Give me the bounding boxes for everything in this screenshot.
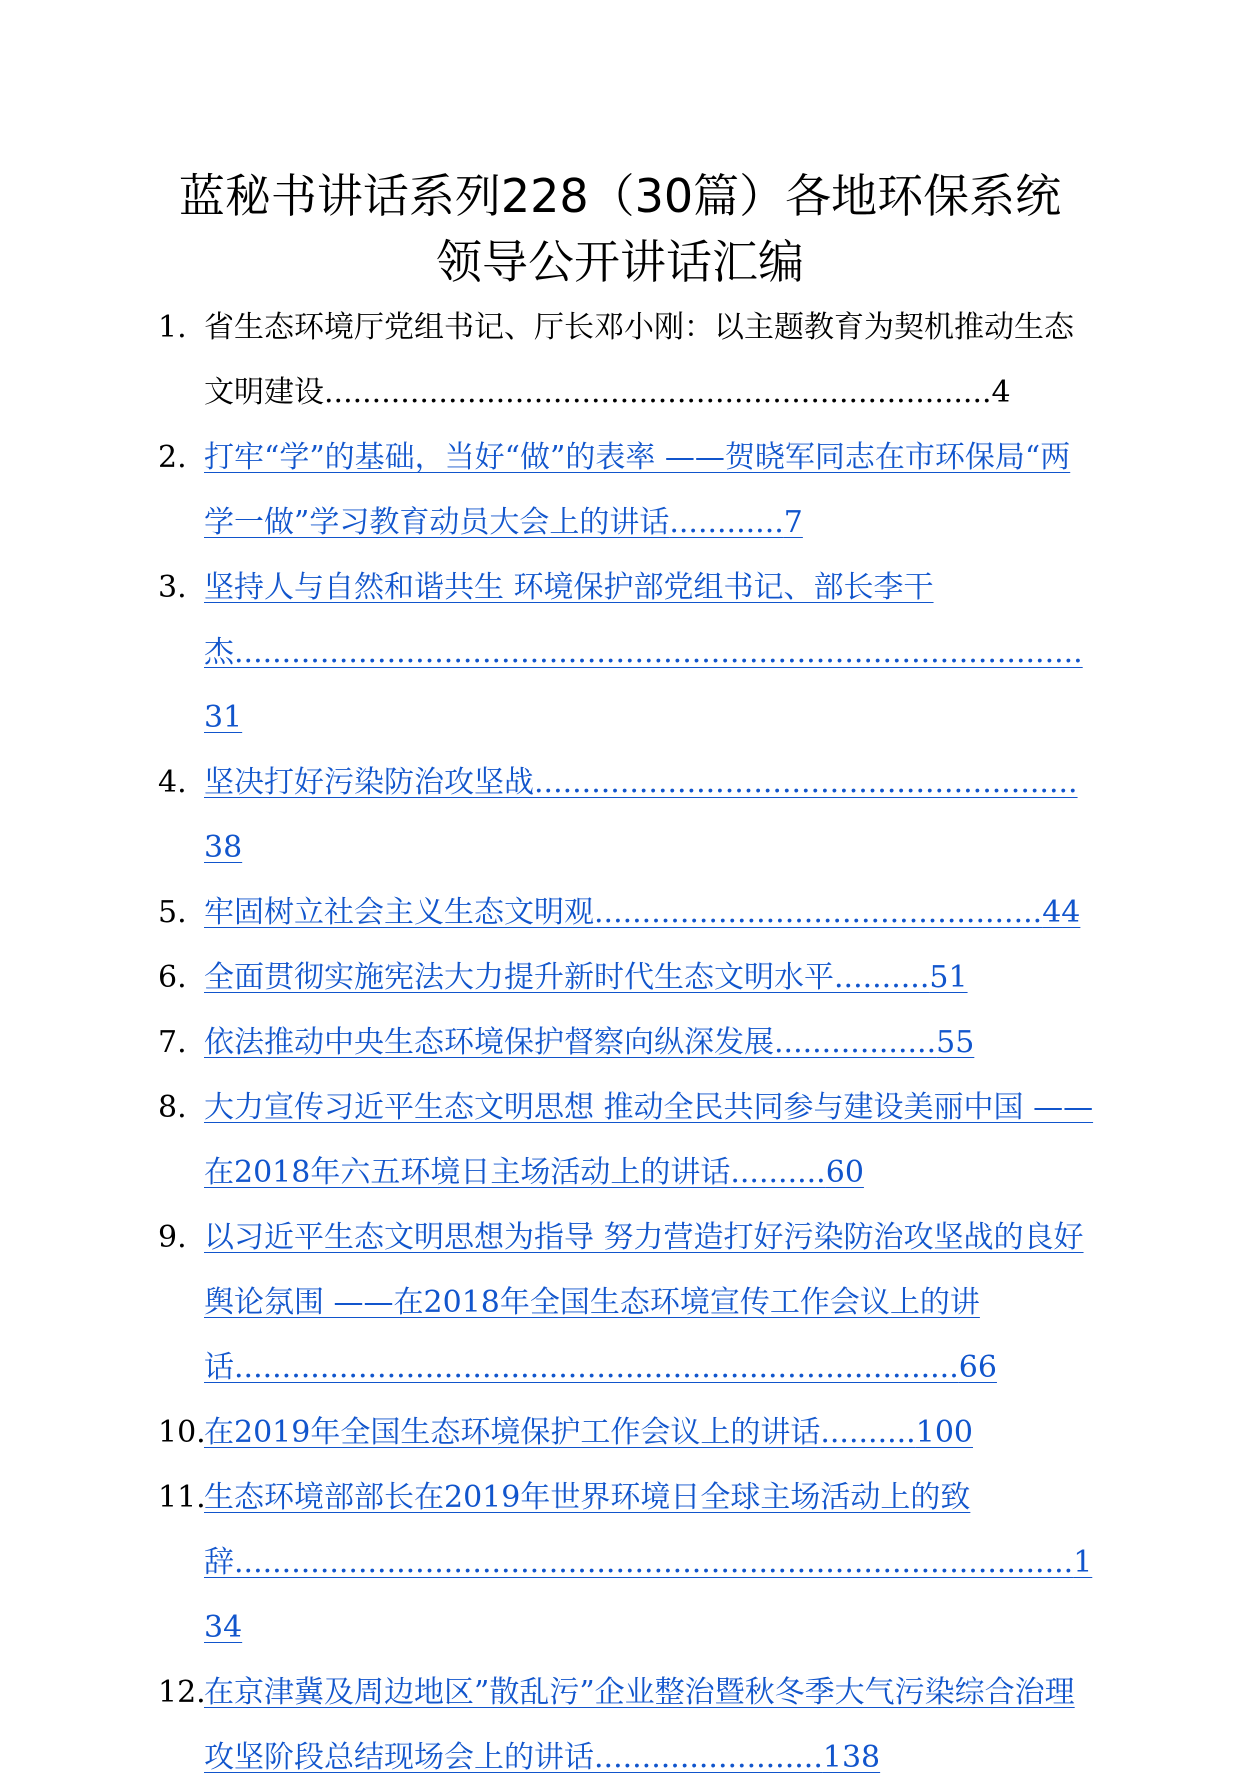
- toc-leader-dots: ........................................................................................: [234, 1545, 1074, 1580]
- toc-item-1: [158, 295, 1094, 425]
- toc-entry-text: 生态环境部部长在2019年世界环境日全球主场活动上的致辞: [204, 1480, 971, 1580]
- toc-page-number: 60: [825, 1155, 864, 1190]
- toc-item-4: [158, 750, 1094, 880]
- toc-item-6: [158, 945, 1094, 1010]
- toc-item-number: 7.: [158, 1025, 187, 1060]
- toc-link[interactable]: [204, 555, 1094, 750]
- toc-entry-text: 全面贯彻实施宪法大力提升新时代生态文明水平: [204, 960, 834, 995]
- toc-item-12: [158, 1660, 1094, 1790]
- toc-item-7: [158, 1010, 1094, 1075]
- toc-leader-dots: ..........: [820, 1415, 916, 1450]
- toc-link[interactable]: [204, 750, 1094, 880]
- toc-item-9: [158, 1205, 1094, 1400]
- toc-entry-text: 打牢“学”的基础，当好“做”的表率 ——贺晓军同志在市环保局“两学一做”学习教育动员大会上的讲话: [204, 440, 1071, 540]
- toc-item-number: 11.: [158, 1480, 206, 1515]
- toc-leader-dots: ............................................................................: [234, 1350, 959, 1385]
- toc-item-number: 6.: [158, 960, 187, 995]
- toc-link[interactable]: [204, 425, 1094, 555]
- toc-leader-dots: ...............................................: [594, 895, 1043, 930]
- toc-leader-dots: .................: [774, 1025, 937, 1060]
- toc-item-number: 9.: [158, 1220, 187, 1255]
- toc-link[interactable]: [204, 1660, 1094, 1790]
- toc-page-number: 55: [936, 1025, 975, 1060]
- toc-page-number: 31: [204, 700, 243, 735]
- toc-page-number: 7: [783, 505, 803, 540]
- toc-entry-text: 牢固树立社会主义生态文明观: [204, 895, 594, 930]
- toc-link[interactable]: [204, 1075, 1094, 1205]
- toc-item-number: 12.: [158, 1675, 206, 1710]
- toc-leader-dots: ......................................................................: [324, 375, 992, 410]
- toc-item-11: [158, 1465, 1094, 1660]
- toc-entry-text: 依法推动中央生态环境保护督察向纵深发展: [204, 1025, 774, 1060]
- toc-link[interactable]: [204, 880, 1094, 945]
- toc-page-number: 138: [822, 1740, 881, 1775]
- toc-entry-text: 省生态环境厅党组书记、厅长邓小刚：以主题教育为契机推动生态文明建设: [204, 310, 1074, 410]
- toc-leader-dots: .........................................................................................: [234, 635, 1083, 670]
- toc-entry-text: 在京津冀及周边地区”散乱污”企业整治暨秋冬季大气污染综合治理攻坚阶段总结现场会上的讲话: [204, 1675, 1075, 1775]
- toc-link[interactable]: [204, 1400, 1094, 1465]
- document-title: [0, 163, 1240, 295]
- toc-entry-text: 以习近平生态文明思想为指导 努力营造打好污染防治攻坚战的良好舆论氛围 ——在2018年全国生态环境宣传工作会议上的讲话: [204, 1220, 1084, 1385]
- toc-item-3: [158, 555, 1094, 750]
- toc-link[interactable]: [204, 1465, 1094, 1660]
- toc-item-number: 8.: [158, 1090, 187, 1125]
- toc-link[interactable]: [204, 945, 1094, 1010]
- toc-item-number: 1.: [158, 310, 187, 345]
- toc-page-number: 51: [929, 960, 968, 995]
- toc-item-number: 5.: [158, 895, 187, 930]
- toc-entry: [204, 295, 1094, 425]
- toc-leader-dots: ........................: [594, 1740, 823, 1775]
- toc-link[interactable]: [204, 1205, 1094, 1400]
- toc-leader-dots: ..........: [730, 1155, 826, 1190]
- toc-link[interactable]: [204, 1010, 1094, 1075]
- toc-page-number: 134: [204, 1545, 1093, 1645]
- toc-item-number: 4.: [158, 765, 187, 800]
- toc-item-8: [158, 1075, 1094, 1205]
- toc-item-2: [158, 425, 1094, 555]
- title-line-1: 蓝秘书讲话系列228（30篇）各地环保系统: [178, 169, 1062, 223]
- toc-item-number: 3.: [158, 570, 187, 605]
- toc-page-number: 66: [958, 1350, 997, 1385]
- toc-entry-text: 大力宣传习近平生态文明思想 推动全民共同参与建设美丽中国 ——在2018年六五环境日主场活动上的讲话: [204, 1090, 1094, 1190]
- table-of-contents: [158, 295, 1094, 1790]
- toc-page-number: 4: [991, 375, 1011, 410]
- toc-entry-text: 坚决打好污染防治攻坚战: [204, 765, 534, 800]
- toc-entry-text: 在2019年全国生态环境保护工作会议上的讲话: [204, 1415, 821, 1450]
- toc-leader-dots: ............: [669, 505, 784, 540]
- toc-leader-dots: ..........: [834, 960, 930, 995]
- toc-item-10: [158, 1400, 1094, 1465]
- toc-leader-dots: .........................................................: [534, 765, 1078, 800]
- title-line-2: 领导公开讲话汇编: [436, 235, 804, 289]
- toc-item-5: [158, 880, 1094, 945]
- toc-entry-text: 坚持人与自然和谐共生 环境保护部党组书记、部长李干杰: [204, 570, 934, 670]
- toc-page-number: 100: [915, 1415, 973, 1450]
- toc-page-number: 38: [204, 830, 243, 865]
- toc-item-number: 2.: [158, 440, 187, 475]
- toc-page-number: 44: [1042, 895, 1081, 930]
- toc-item-number: 10.: [158, 1415, 206, 1450]
